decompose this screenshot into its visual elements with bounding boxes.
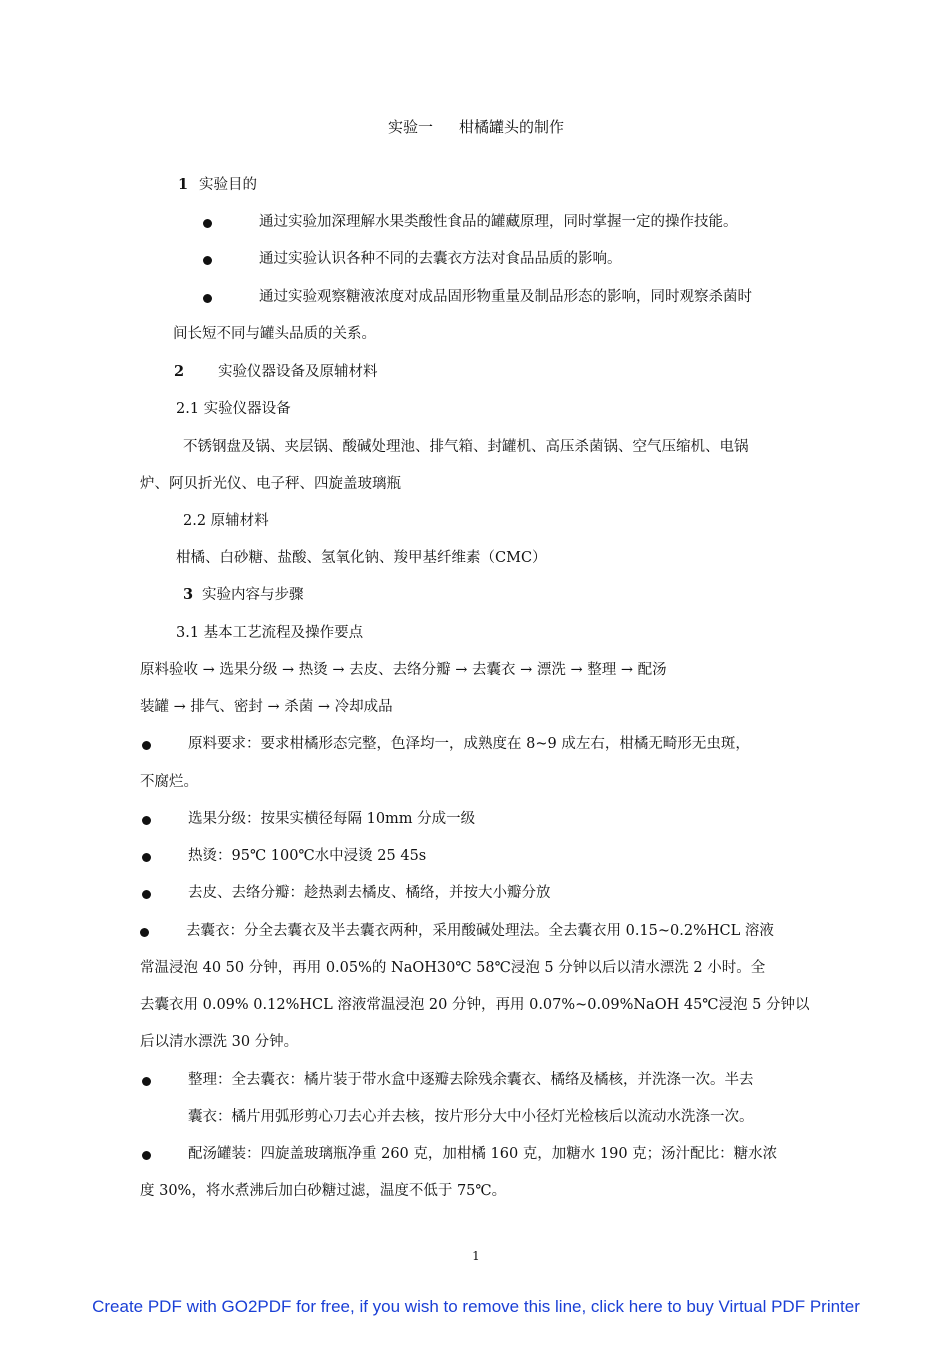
trimming-line-1: 整理：全去囊衣：橘片装于带水盒中逐瓣去除残余囊衣、橘络及橘核，并洗涤一次。半去 — [188, 1072, 754, 1088]
pdf-creator-link[interactable]: Create PDF with GO2PDF for free, if you wish to remove this line, click here to buy Virtual PDF Printer — [92, 1297, 860, 1316]
section-3-number: 3 — [183, 586, 194, 603]
bullet-icon — [142, 741, 151, 750]
membrane-removal-line-1: 去囊衣：分全去囊衣及半去囊衣两种，采用酸碱处理法。全去囊衣用 0.15~0.2%HCL 溶液 — [186, 923, 774, 939]
section-1-number: 1 — [178, 176, 189, 193]
membrane-removal-line-4: 后以清水漂洗 30 分钟。 — [140, 1034, 299, 1050]
section-2-heading: 实验仪器设备及原辅材料 — [218, 364, 378, 380]
section-1-heading: 实验目的 — [199, 177, 257, 193]
peeling-step: 去皮、去络分瓣：趁热剥去橘皮、橘络，并按大小瓣分放 — [188, 885, 551, 901]
filling-line-1: 配汤罐装：四旋盖玻璃瓶净重 260 克，加柑橘 160 克，加糖水 190 克；汤汁配比：糖水浓 — [188, 1146, 778, 1162]
bullet-icon — [203, 256, 212, 265]
raw-material-req-line-1: 原料要求：要求柑橘形态完整，色泽均一，成熟度在 8~9 成左右，柑橘无畸形无虫斑， — [188, 736, 750, 752]
goal-3-line-2: 间长短不同与罐头品质的关系。 — [173, 326, 376, 342]
membrane-removal-line-2: 常温浸泡 40 50 分钟，再用 0.05%的 NaOH30℃ 58℃浸泡 5 分钟以后以清水漂洗 2 小时。全 — [140, 960, 766, 976]
title-experiment-number: 实验一 — [387, 118, 433, 136]
bullet-icon — [142, 890, 151, 899]
bullet-icon — [203, 219, 212, 228]
process-flow-line-1: 原料验收 → 选果分级 → 热烫 → 去皮、去络分瓣 → 去囊衣 → 漂洗 → 整理 → 配汤 — [140, 662, 667, 678]
filling-line-2: 度 30%，将水煮沸后加白砂糖过滤，温度不低于 75℃。 — [140, 1183, 507, 1199]
section-2-1-heading: 2.1 实验仪器设备 — [176, 401, 291, 417]
raw-material-req-line-2: 不腐烂。 — [140, 774, 198, 790]
materials-line: 柑橘、白砂糖、盐酸、氢氧化钠、羧甲基纤维素（CMC） — [176, 550, 547, 566]
bullet-icon — [140, 928, 149, 937]
title-experiment-name: 柑橘罐头的制作 — [459, 118, 565, 136]
bullet-icon — [142, 1077, 151, 1086]
trimming-line-2: 囊衣：橘片用弧形剪心刀去心并去核，按片形分大中小径灯光检核后以流动水洗涤一次。 — [188, 1109, 754, 1125]
equipment-line-1: 不锈钢盘及锅、夹层锅、酸碱处理池、排气箱、封罐机、高压杀菌锅、空气压缩机、电锅 — [183, 439, 749, 455]
bullet-icon — [142, 816, 151, 825]
bullet-icon — [142, 853, 151, 862]
section-2-2-heading: 2.2 原辅材料 — [183, 513, 269, 529]
membrane-removal-line-3: 去囊衣用 0.09% 0.12%HCL 溶液常温浸泡 20 分钟，再用 0.07%~0.09%NaOH 45℃浸泡 5 分钟以 — [140, 997, 810, 1013]
section-3-heading: 实验内容与步骤 — [202, 587, 304, 603]
goal-3-line-1: 通过实验观察糖液浓度对成品固形物重量及制品形态的影响，同时观察杀菌时 — [259, 289, 752, 305]
goal-2: 通过实验认识各种不同的去囊衣方法对食品品质的影响。 — [259, 251, 622, 267]
section-3-1-heading: 3.1 基本工艺流程及操作要点 — [176, 625, 364, 641]
process-flow-line-2: 装罐 → 排气、密封 → 杀菌 → 冷却成品 — [140, 699, 393, 715]
blanching-step: 热烫：95℃ 100℃水中浸烫 25 45s — [188, 848, 427, 864]
equipment-line-2: 炉、阿贝折光仪、电子秤、四旋盖玻璃瓶 — [140, 476, 401, 492]
goal-1: 通过实验加深理解水果类酸性食品的罐藏原理，同时掌握一定的操作技能。 — [259, 214, 738, 230]
page-title — [0, 117, 952, 137]
bullet-icon — [203, 294, 212, 303]
page-number: 1 — [472, 1249, 480, 1263]
grading-step: 选果分级：按果实横径每隔 10mm 分成一级 — [188, 811, 476, 827]
section-2-number: 2 — [174, 363, 185, 380]
bullet-icon — [142, 1151, 151, 1160]
